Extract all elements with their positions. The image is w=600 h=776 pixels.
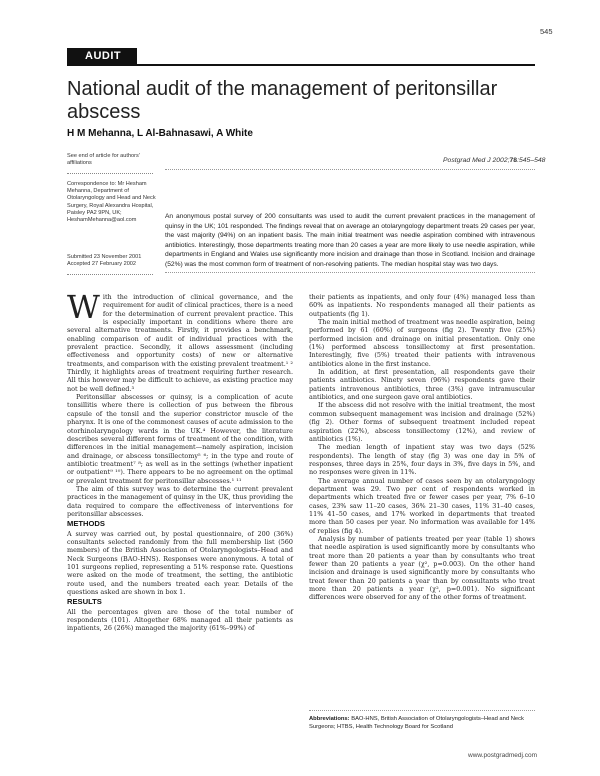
results-paragraph: The median length of inpatient stay was two days (52% respondents). The length of stay (fig 3) was one day in 5% of responses, three days in 25%, four days in 3%, five days in 5%, and no responses were given in 11%. — [309, 443, 535, 477]
results-paragraph: Analysis by number of patients treated per year (table 1) shows that needle aspiration is used significantly more by consultants who treat more than 20 patients a year than by consultants who treat fewer than 20 patients a year (χ², p=0.003). On the other hand incision and drainage is used significantly more by consultants who treat fewer than 20 patients a year than by consultants who treat more than 20 patients a year (χ², p=0.001). No significant differences were observed for any of the other forms of treatment. — [309, 534, 535, 602]
abbreviations — [309, 716, 535, 731]
footer-url: www.postgradmedj.com — [468, 752, 537, 759]
abbreviations-label: Abbreviations: — [309, 716, 350, 722]
correspondence-text: Correspondence to: Mr Hesham Mehanna, Department of Otolaryngology and Head and Neck Surgery, Royal Alexandra Hospital, Paisley PA2 9PN, UK; HeshamMehanna@aol.com — [67, 181, 156, 224]
intro-text: ith the introduction of clinical governance, and the requirement for audit of clinical practices, there is a need for the determination of current prevalent practice. This is especially important in conditions where there are several alternative treatments. Firstly, it provides a benchmark, enabling comparison of audit of individual practices with the prevalent practice. Secondly, it allows assessment (including effectiveness and opportunity costs) of new or alternative treatments, and comparison with the existing prevalent treatment.¹ ² Thirdly, it highlights areas of treatment requiring further research. All this however may be difficult to achieve, as existing practice may not be well defined.³ — [67, 293, 293, 393]
body-column-right — [309, 293, 535, 602]
divider — [67, 271, 153, 275]
results-paragraph: their patients as inpatients, and only four (4%) managed less than 60% as inpatients. No respondents managed all their patients as outpatients (fig 1). — [309, 293, 535, 318]
section-tag: AUDIT — [67, 48, 137, 65]
submission-dates — [67, 254, 157, 275]
divider — [165, 272, 535, 273]
body-column-left — [67, 288, 293, 633]
citation-year: 2002; — [492, 157, 510, 164]
abbreviations-text: BAO-HNS, British Association of Otolaryngologists–Head and Neck Surgeons; HTBS, Health Technology Board for Scotland — [309, 716, 524, 730]
methods-heading: METHODS — [67, 519, 105, 529]
results-paragraph: All the percentages given are those of the total number of respondents (101). Altogether 68% managed all their patients as inpatients, 26 (26%) managed the majority (61%–99%) of — [67, 607, 293, 633]
results-paragraph: If the abscess did not resolve with the initial treatment, the most common subsequent management was incision and drainage (52%) (fig 2). Other forms of subsequent treatment included repeat aspiration (22%), abscess tonsillectomy (12%), and review of antibiotics (1%). — [309, 401, 535, 443]
divider — [309, 710, 535, 711]
citation — [443, 157, 545, 164]
abstract: An anonymous postal survey of 200 consultants was used to audit the current prevalent practices in the management of quinsy in the UK; 101 responded. The findings reveal that on average an otolaryngology department treats 29 cases per year, the vast majority (94%) on an inpatient basis. The main initial treatment was needle aspiration combined with intravenous antibiotics. Interestingly, those departments treating more than 20 cases a year are more likely to use needle aspiration, while departments in England and Wales use significantly more incision and drainage than those in Scotland. Incision and drainage (52%) was the most common form of treatment of non-resolving patients. The median hospital stay was two days. — [165, 213, 535, 268]
methods-paragraph: A survey was carried out, by postal questionnaire, of 200 (36%) consultants selected randomly from the full membership list (560 members) of the British Association of Otolaryngologists–Head and Neck Surgeons (BAO-HNS). Responses were anonymous. A total of 101 surgeons replied, representing a 51% response rate. Questions were asked on the mode of treatment, the setting, the antibiotic route used, and the numbers treated each year. Details of the questions asked are shown in box 1. — [67, 529, 293, 597]
divider — [165, 169, 535, 170]
citation-journal: Postgrad Med J — [443, 157, 491, 164]
citation-volume: 78 — [509, 157, 518, 164]
affiliations-note-text: See end of article for authors' affiliations — [67, 153, 140, 167]
results-paragraph: The average annual number of cases seen by an otolaryngology department was 29. Two per cent of respondents worked in departments which treated five or fewer cases per year, 7% 6–10 cases, 23% saw 11–20 cases, 36% 21–30 cases, 11% 31–40 cases, 11% 41–50 cases, and 17% worked in departments that treated more than 50 cases per year. No information was available for 14% of replies (fig 4). — [309, 476, 535, 535]
header-rule — [67, 64, 535, 66]
page-number: 545 — [540, 27, 553, 36]
results-heading: RESULTS — [67, 597, 102, 607]
authors: H M Mehanna, L Al-Bahnasawi, A White — [67, 128, 253, 139]
results-paragraph: The main initial method of treatment was needle aspiration, being performed by 61 (60%) of surgeons (fig 2). Twenty five (25%) performed incision and drainage on initial presentation. Only one (1%) performed abscess tonsillectomy at first presentation. Interestingly, five (5%) treated their patients with intravenous antibiotics alone in the first instance. — [309, 318, 535, 368]
citation-pages: :545–548 — [517, 157, 546, 164]
correspondence — [67, 181, 157, 224]
dates-text: Submitted 23 November 2001 Accepted 27 February 2002 — [67, 254, 142, 268]
intro-paragraph: The aim of this survey was to determine the current prevalent practices in the management of quinsy in the UK, thus providing the data required to compare the effectiveness of interventions for peritonsillar abscesses. — [67, 484, 293, 518]
intro-paragraph — [67, 288, 293, 393]
drop-cap: W — [67, 288, 100, 326]
intro-paragraph: Peritonsillar abscesses or quinsy, is a complication of acute tonsillitis where there is collection of pus between the fibrous capsule of the tonsil and the superior constrictor muscle of the pharynx. It is one of the commonest causes of acute admission to the otorhinolaryngology wards in the UK.⁴ However, the literature describes several different forms of treatment of the condition, with differences in the initial management—namely aspiration, incision and drainage, or abscess tonsillectomy⁵ ⁶; in the type and route of antibiotic treatment⁷ ⁸; as well as in the settings (whether inpatient or outpatient⁹ ¹⁰). There appears to be no agreement on the optimal or prevalent treatment for peritonsillar abscesses.¹ ¹¹ — [67, 393, 293, 485]
affiliations-note — [67, 153, 157, 174]
divider — [67, 170, 153, 174]
article-title: National audit of the management of peritonsillar abscess — [67, 78, 498, 123]
results-paragraph: In addition, at first presentation, all respondents gave their patients antibiotics. Ninety seven (96%) respondents gave their patients intravenous antibiotics, three (3%) gave intramuscular antibiotics, and one surgeon gave oral antibiotics. — [309, 368, 535, 402]
